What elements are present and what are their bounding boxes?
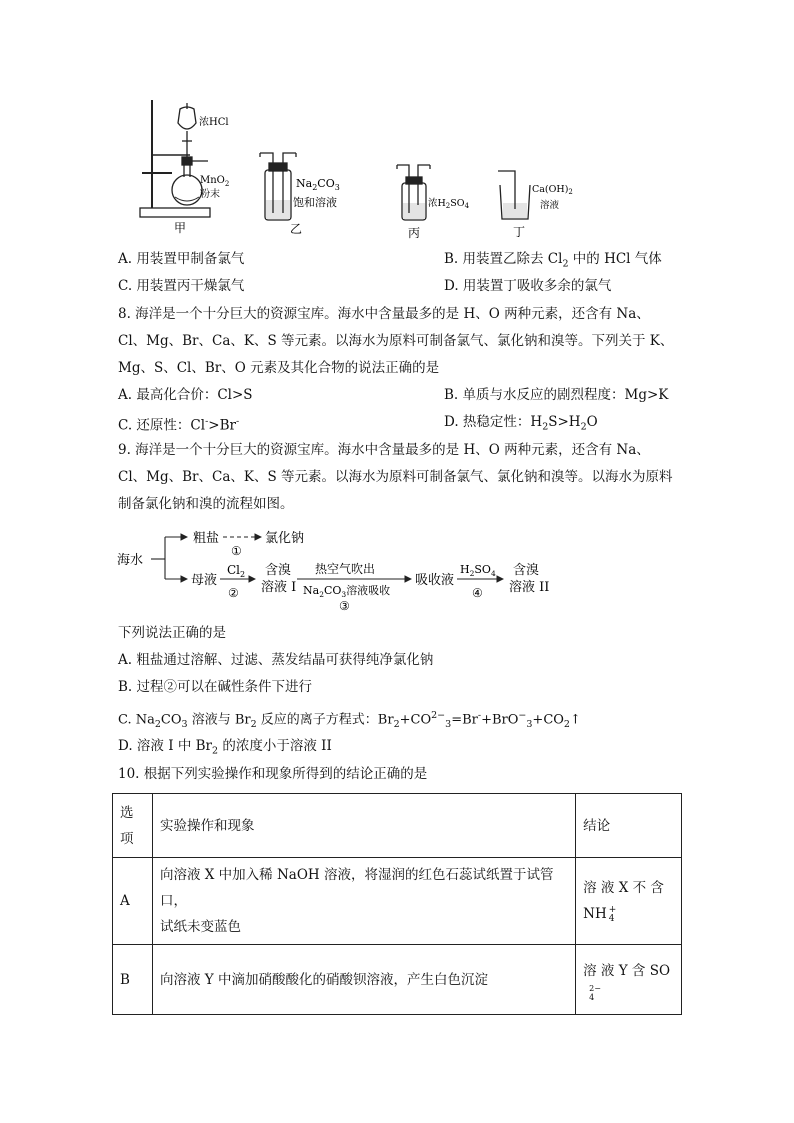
flow-hot-air: 热空气吹出	[315, 562, 376, 576]
jia-reagent-flask: MnO	[200, 175, 225, 186]
q8-option-c: C. 还原性：Cl->Br-	[118, 416, 240, 434]
flow-step-2: ②	[228, 586, 239, 600]
ding-label: 丁	[513, 225, 526, 239]
q10-table	[112, 793, 682, 1015]
svg-text:MnO2	[200, 175, 229, 188]
apparatus-ding	[498, 171, 530, 219]
q9-prompt: 下列说法正确的是	[118, 625, 226, 641]
flow-step-3: ③	[339, 599, 350, 613]
flow-h2so4: $H_2SO_4$	[460, 563, 496, 578]
flow-cl2: $Cl_2$	[227, 563, 246, 579]
q9-option-a: A. 粗盐通过溶解、过滤、蒸发结晶可获得纯净氯化钠	[118, 652, 434, 668]
flow-seawater: 海水	[117, 553, 144, 568]
q8-option-a: A. 最高化合价：Cl>S	[118, 387, 253, 403]
row-a-operation: 向溶液 X 中加入稀 NaOH 溶液，将湿润的红色石蕊试纸置于试管口， 试纸未变蓝色	[152, 858, 575, 945]
svg-text:Ca(OH)2: $Ca(OH)_2$	[532, 184, 573, 196]
yi-reagent-1: Na	[296, 177, 313, 190]
q9-stem-3: 制备氯化钠和溴的流程如图。	[118, 496, 294, 512]
row-b-option: B	[113, 945, 153, 1015]
table-row	[113, 858, 682, 945]
flow-step-4: ④	[472, 586, 483, 600]
yi-label: 乙	[290, 222, 303, 236]
flow-na2co3: $Na_2CO_3$溶液吸收	[303, 584, 391, 599]
header-conclusion: 结论	[576, 794, 682, 858]
apparatus-figure	[130, 95, 573, 245]
row-a-conclusion: 溶 液 X 不 含 NH + 4	[576, 858, 682, 945]
flow-bromine-sol-2-b: 溶液 II	[509, 580, 550, 595]
svg-text:Na2CO3: $Na_2CO_3$	[296, 177, 340, 192]
row-a-option: A	[113, 858, 153, 945]
q9-option-b: B. 过程②可以在碱性条件下进行	[118, 679, 313, 695]
row-b-operation: 向溶液 Y 中滴加硝酸酸化的硝酸钡溶液，产生白色沉淀	[152, 945, 575, 1015]
yi-reagent-2: 饱和溶液	[293, 196, 337, 209]
header-operation: 实验操作和现象	[152, 794, 575, 858]
svg-text:浓H2SO4: 浓$H_2SO_4$	[428, 198, 470, 210]
ding-reagent-2: 溶液	[540, 200, 560, 211]
flow-mother-liquor: 母液	[191, 573, 218, 588]
q7-option-b: B. 用装置乙除去 $Cl_2$ 中的 HCl 气体	[444, 251, 662, 270]
flow-bromine-sol-1-a: 含溴	[265, 563, 292, 578]
ding-reagent-1: Ca(OH)	[532, 184, 569, 195]
jia-reagent-flask-sub: 2	[224, 180, 230, 188]
q8-stem-2: Cl、Mg、Br、Ca、K、S 等元素。以海水为原料可制备氯气、氯化钠和溴等。下列关于 K、	[118, 333, 674, 349]
q7-option-d: D. 用装置丁吸收多余的氯气	[444, 278, 612, 294]
jia-label: 甲	[174, 221, 187, 235]
q8-stem-1: 8. 海洋是一个十分巨大的资源宝库。海水中含量最多的是 H、O 两种元素，还含有 Na、	[118, 306, 650, 322]
flow-nacl: 氯化钠	[265, 531, 305, 546]
table-header-row	[113, 794, 682, 858]
bromine-flowchart	[115, 522, 565, 614]
q8-stem-3: Mg、S、Cl、Br、O 元素及其化合物的说法正确的是	[118, 360, 440, 376]
bing-label: 丙	[408, 226, 421, 240]
q7-option-c: C. 用装置丙干燥氯气	[118, 278, 245, 294]
q7-option-a: A. 用装置甲制备氯气	[118, 251, 245, 267]
flow-bromine-sol-2-a: 含溴	[513, 563, 540, 578]
bing-reagent: 浓H	[428, 198, 446, 209]
q10-stem: 10. 根据下列实验操作和现象所得到的结论正确的是	[118, 766, 428, 782]
table-row	[113, 945, 682, 1015]
q9-option-c: C. $Na_2CO_3$ 溶液与 $Br_2$ 反应的离子方程式：$Br_2+CO^{2-}_3=Br^-+BrO^-_3+CO_2↑$	[118, 710, 581, 730]
q8-option-d: D. 热稳定性：$H_2S>H_2O$	[444, 414, 598, 433]
apparatus-yi	[260, 153, 296, 220]
q9-stem-2: Cl、Mg、Br、Ca、K、S 等元素。以海水为原料可制备氯气、氯化钠和溴等。以海水为原料	[118, 469, 673, 485]
q8-option-b: B. 单质与水反应的剧烈程度：Mg>K	[444, 387, 669, 403]
q9-stem-1: 9. 海洋是一个十分巨大的资源宝库。海水中含量最多的是 H、O 两种元素，还含有 Na、	[118, 442, 650, 458]
jia-reagent-flask-2: 粉末	[200, 189, 220, 200]
flow-absorb: 吸收液	[415, 573, 455, 588]
jia-reagent-top: 浓HCl	[199, 117, 229, 128]
header-option: 选 项	[113, 794, 153, 858]
q9-option-d: D. 溶液 I 中 $Br_2$ 的浓度小于溶液 II	[118, 738, 332, 757]
flow-step-1: ①	[231, 544, 242, 558]
flow-crude-salt: 粗盐	[193, 531, 220, 546]
flow-bromine-sol-1-b: 溶液 I	[261, 580, 297, 595]
apparatus-bing	[397, 165, 430, 220]
row-b-conclusion: 溶 液 Y 含 SO 2− 4	[576, 945, 682, 1015]
